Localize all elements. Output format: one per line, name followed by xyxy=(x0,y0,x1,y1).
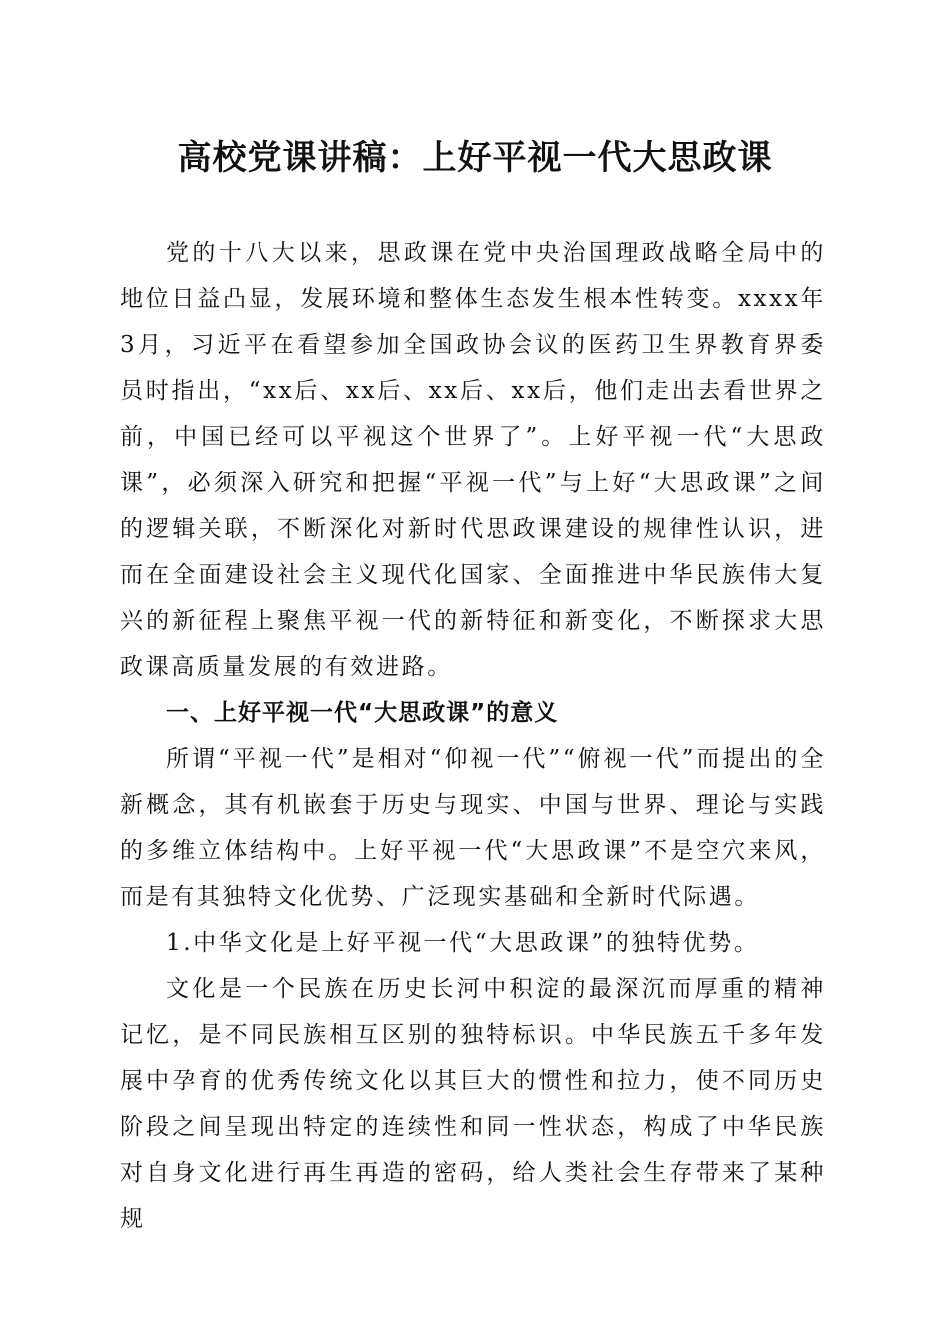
intro-paragraph: 党的十八大以来，思政课在党中央治国理政战略全局中的地位日益凸显，发展环境和整体生态发生根本性转变。xxxx年3月，习近平在看望参加全国政协会议的医药卫生界教育界委员时指出，“xx后、xx后、xx后、xx后，他们走出去看世界之前，中国已经可以平视这个世界了”。上好平视一代“大思政课”，必须深入研究和把握“平视一代”与上好“大思政课”之间的逻辑关联，不断深化对新时代思政课建设的规律性认识，进而在全面建设社会主义现代化国家、全面推进中华民族伟大复兴的新征程上聚焦平视一代的新特征和新变化，不断探求大思政课高质量发展的有效进路。 xyxy=(120,240,826,680)
subsection-1-paragraph: 文化是一个民族在历史长河中积淀的最深沉而厚重的精神记忆，是不同民族相互区别的独特标识。中华民族五千多年发展中孕育的优秀传统文化以其巨大的惯性和拉力，使不同历史阶段之间呈现出特定的连续性和同一性状态，构成了中华民族对自身文化进行再生再造的密码，给人类社会生存带来了某种规 xyxy=(120,976,826,1232)
section-heading-1: 一、上好平视一代“大思政课”的意义 xyxy=(166,700,559,726)
section-1-paragraph: 所谓“平视一代”是相对“仰视一代”“俯视一代”而提出的全新概念，其有机嵌套于历史与现实、中国与世界、理论与实践的多维立体结构中。上好平视一代“大思政课”不是空穴来风，而是有其独特文化优势、广泛现实基础和全新时代际遇。 xyxy=(120,746,826,910)
document-title: 高校党课讲稿：上好平视一代大思政课 xyxy=(177,138,773,178)
subsection-heading-1: 1.中华文化是上好平视一代“大思政课”的独特优势。 xyxy=(166,930,760,956)
document-body xyxy=(120,230,826,1242)
